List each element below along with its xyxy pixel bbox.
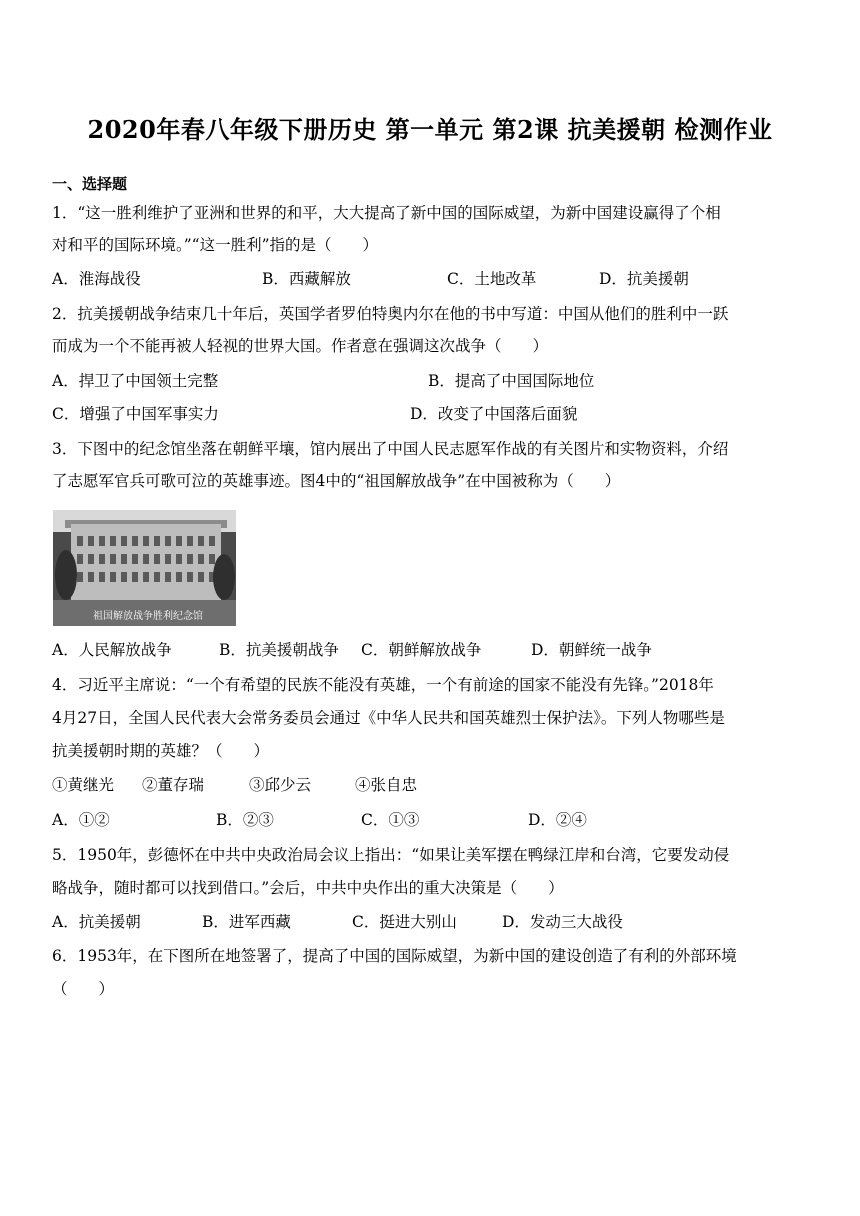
photo-window-row [77,536,215,546]
question-4-option-d: D．②④ [528,811,587,829]
question-3-option-b: B．抗美援朝战争 [219,641,339,659]
question-4-person-1: ①黄继光 [52,776,115,794]
question-3-stem-line-2: 了志愿军官兵可歌可泣的英雄事迹。图4中的“祖国解放战争”在中国被称为（ ） [52,472,621,490]
question-1-option-c: C．土地改革 [447,270,537,288]
question-1-stem-line-1: 1．“这一胜利维护了亚洲和世界的和平，大大提高了新中国的国际威望，为新中国建设赢得了个相 [52,204,721,222]
photo-tree [55,550,77,600]
question-2-option-d: D．改变了中国落后面貌 [410,405,578,423]
question-3-option-d: D．朝鲜统一战争 [531,641,652,659]
question-3-option-c: C．朝鲜解放战争 [361,641,482,659]
question-4-option-c: C．①③ [361,811,420,829]
photo-caption: 祖国解放战争胜利纪念馆 [93,611,203,622]
question-4-person-3: ③邱少云 [249,776,312,794]
section-heading: 一、选择题 [52,175,128,193]
question-2-stem-line-2: 而成为一个不能再被人轻视的世界大国。作者意在强调这次战争（ ） [52,337,549,355]
question-5-option-d: D．发动三大战役 [502,913,623,931]
photo-window-row [77,572,215,582]
question-5-stem-line-2: 略战争，随时都可以找到借口。”会后，中共中央作出的重大决策是（ ） [52,879,564,897]
question-4-option-a: A．①② [52,811,110,829]
question-4-option-b: B．②③ [216,811,274,829]
question-4-stem-line-2: 4月27日，全国人民代表大会常务委员会通过《中华人民共和国英雄烈士保护法》。下列人物哪些是 [52,709,725,727]
question-2-stem-line-1: 2．抗美援朝战争结束几十年后，英国学者罗伯特奥内尔在他的书中写道：中国从他们的胜利中一跃 [52,305,729,323]
question-5-option-b: B．进军西藏 [202,913,291,931]
question-5-option-c: C．挺进大别山 [352,913,457,931]
question-3-option-a: A．人民解放战争 [52,641,172,659]
question-1-stem-line-2: 对和平的国际环境。”“这一胜利”指的是（ ） [52,236,379,254]
question-4-person-4: ④张自忠 [355,776,418,794]
question-6-stem-line-1: 6．1953年，在下图所在地签署了，提高了中国的国际威望，为新中国的建设创造了有利的外部环境 [52,947,737,965]
question-5-option-a: A．抗美援朝 [52,913,141,931]
question-4-stem-line-1: 4．习近平主席说：“一个有希望的民族不能没有英雄，一个有前途的国家不能没有先锋。”2018年 [52,676,714,694]
question-3-stem-line-1: 3．下图中的纪念馆坐落在朝鲜平壤，馆内展出了中国人民志愿军作战的有关图片和实物资料，介绍 [52,440,729,458]
question-2-option-a: A．捍卫了中国领土完整 [52,372,219,390]
question-4-stem-line-3: 抗美援朝时期的英雄？（ ） [52,742,270,760]
question-1-option-b: B．西藏解放 [262,270,351,288]
question-1-option-d: D．抗美援朝 [599,270,689,288]
question-5-stem-line-1: 5．1950年，彭德怀在中共中央政治局会议上指出：“如果让美军摆在鸭绿江岸和台湾，它要发动侵 [52,846,730,864]
page-title: 2020年春八年级下册历史 第一单元 第2课 抗美援朝 检测作业 [87,115,773,144]
question-2-option-c: C．增强了中国军事实力 [52,405,219,423]
question-4-person-2: ②董存瑞 [142,776,205,794]
question-2-option-b: B．提高了中国国际地位 [428,372,595,390]
photo-window-row [77,554,215,564]
question-1-option-a: A．淮海战役 [52,270,141,288]
memorial-hall-photo [53,510,236,626]
photo-tree [213,554,235,600]
question-6-stem-line-2: （ ） [52,980,115,998]
